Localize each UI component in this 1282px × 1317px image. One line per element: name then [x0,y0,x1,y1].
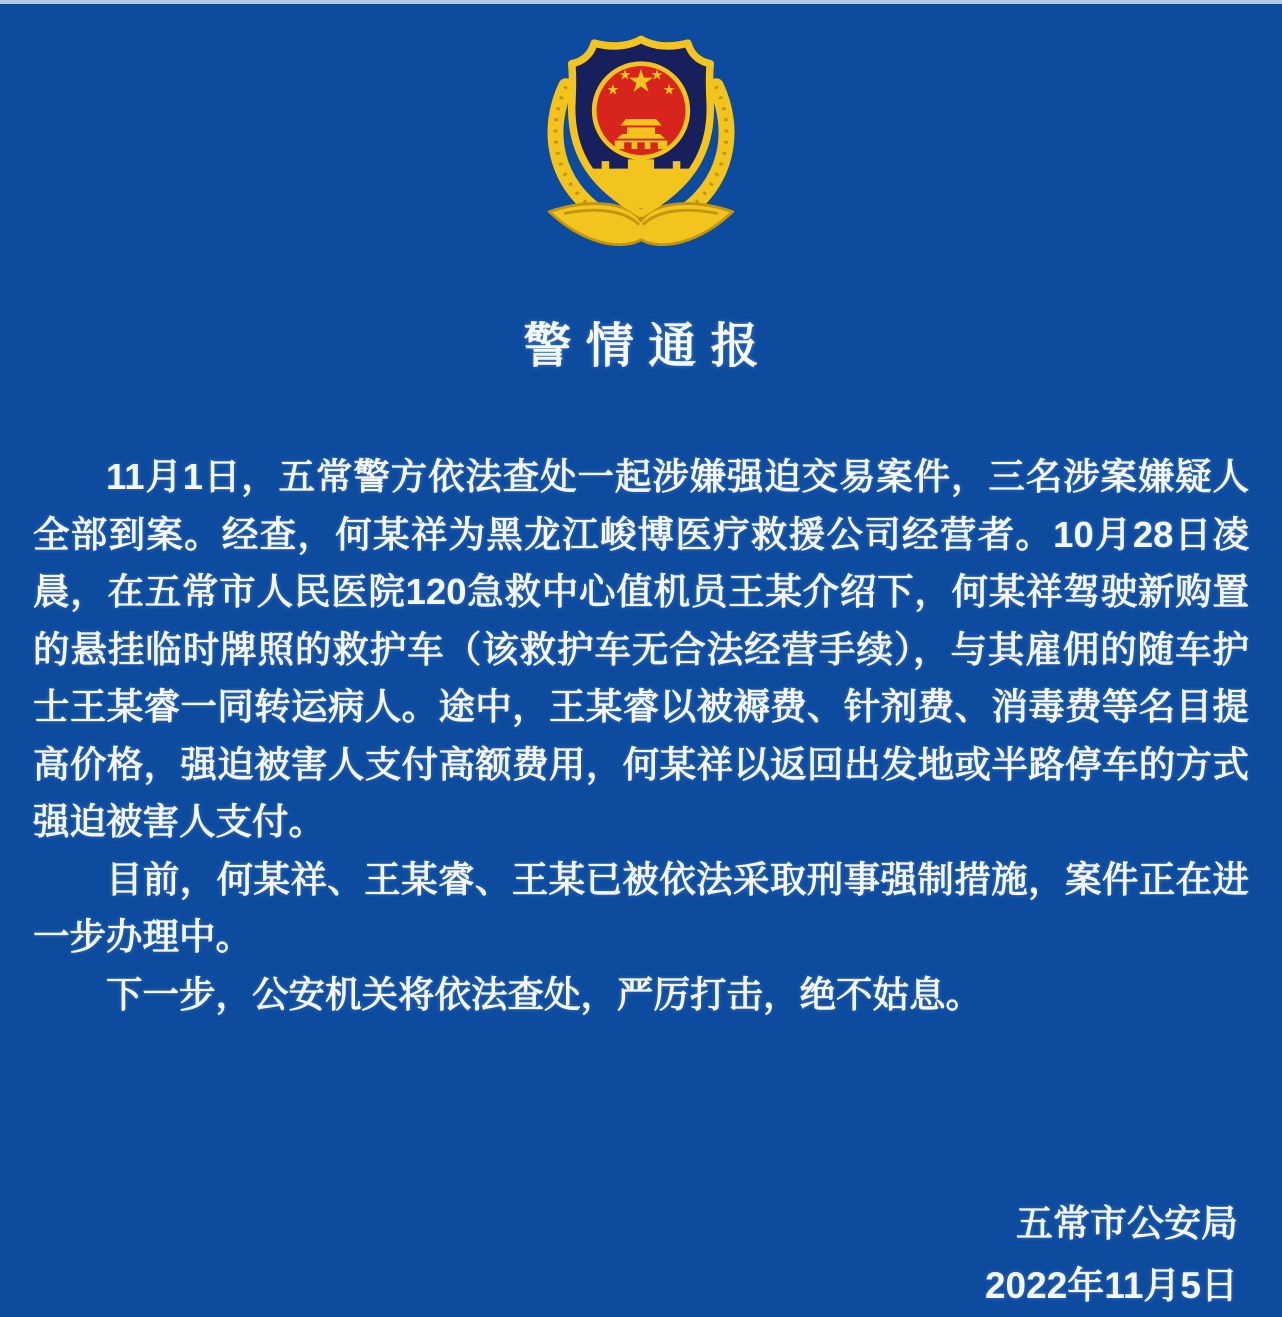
top-edge-strip [0,0,1282,4]
notice-paragraph: 11月1日，五常警方依法查处一起涉嫌强迫交易案件，三名涉案嫌疑人全部到案。经查，何某祥为黑龙江峻博医疗救援公司经营者。10月28日凌晨，在五常市人民医院120急救中心值机员王某介绍下，何某祥驾驶新购置的悬挂临时牌照的救护车（该救护车无合法经营手续），与其雇佣的随车护士王某睿一同转运病人。途中，王某睿以被褥费、针剂费、消毒费等名目提高价格，强迫被害人支付高额费用，何某祥以返回出发地或半路停车的方式强迫被害人支付。 [33,456,1249,842]
notice-paragraph: 下一步，公安机关将依法查处，严厉打击，绝不姑息。 [106,973,982,1015]
notice-title: 警情通报 [523,320,773,373]
issuer-signature: 五常市公安局 [1016,1203,1238,1244]
issue-date: 2022年11月5日 [984,1265,1238,1306]
signature-block [0,1193,1282,1317]
notice-paragraph: 目前，何某祥、王某睿、王某已被依法采取刑事强制措施，案件正在进一步办理中。 [33,858,1249,957]
notice-body [33,448,1249,1023]
police-badge-icon [538,28,744,253]
police-badge-emblem [538,28,744,253]
tiananmen-gate [615,119,667,149]
